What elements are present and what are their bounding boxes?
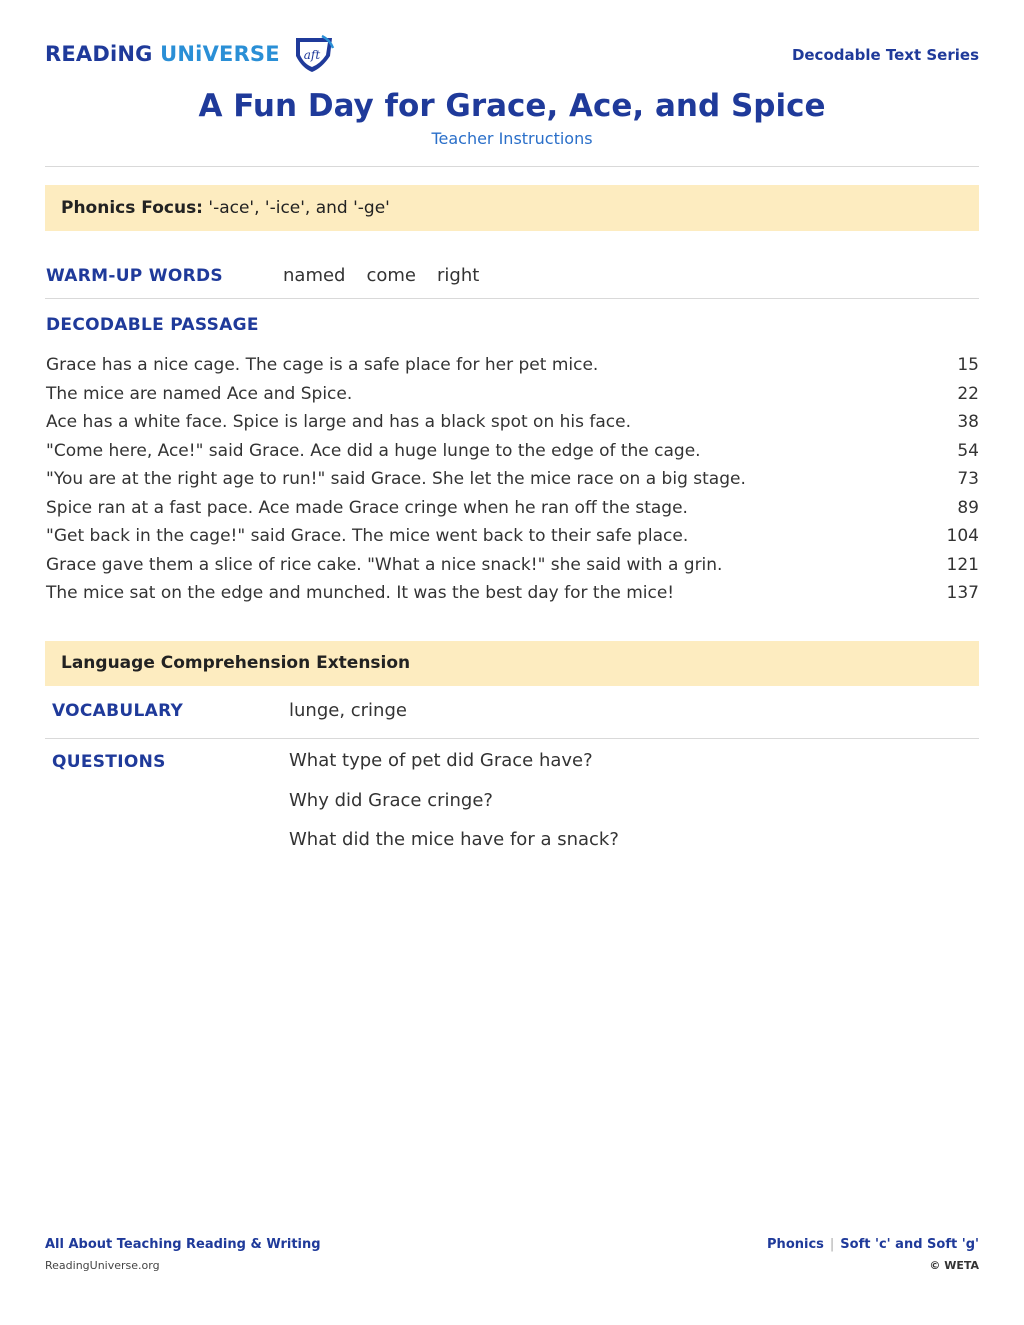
warm-up-divider — [45, 298, 979, 299]
logo-reading: READiNG — [45, 42, 153, 66]
passage-line — [46, 380, 979, 409]
word-count: 121 — [946, 554, 979, 575]
passage-line — [46, 522, 979, 551]
logo-universe: UNiVERSE — [160, 42, 280, 66]
passage-text: The mice are named Ace and Spice. — [46, 383, 353, 404]
question-item: What type of pet did Grace have? — [289, 750, 593, 771]
phonics-focus-band — [45, 185, 979, 231]
aft-shield-icon — [292, 34, 336, 74]
footer-topic: Phonics | Soft 'c' and Soft 'g' — [767, 1237, 979, 1252]
header-divider — [45, 166, 979, 167]
word-count: 38 — [957, 412, 979, 432]
passage-text: Grace gave them a slice of rice cake. "What a nice snack!" she said with a grin. — [46, 554, 723, 575]
series-label: Decodable Text Series — [791, 46, 979, 64]
footer-category: Phonics — [767, 1237, 824, 1252]
passage-line — [46, 351, 979, 380]
extension-band — [45, 641, 979, 686]
word-count: 54 — [957, 440, 979, 461]
passage-text: Spice ran at a fast pace. Ace made Grace cringe when he ran off the stage. — [46, 497, 688, 518]
decodable-passage — [46, 351, 979, 608]
extension-title: Language Comprehension Extension — [61, 653, 411, 673]
passage-text: The mice sat on the edge and munched. It was the best day for the mice! — [46, 583, 675, 603]
passage-text: "Come here, Ace!" said Grace. Ace did a huge lunge to the edge of the cage. — [46, 440, 701, 461]
passage-text: Ace has a white face. Spice is large and has a black spot on his face. — [46, 412, 631, 432]
warm-up-label: WARM-UP WORDS — [46, 266, 223, 286]
question-item: What did the mice have for a snack? — [289, 829, 619, 850]
page-title: A Fun Day for Grace, Ace, and Spice — [198, 88, 826, 124]
word-count: 137 — [946, 583, 979, 603]
word-count: 22 — [957, 383, 979, 404]
phonics-focus-value: '-ace', '-ice', and '-ge' — [208, 198, 390, 218]
warm-up-word: right — [437, 265, 480, 286]
passage-line — [46, 579, 979, 608]
passage-text: "You are at the right age to run!" said Grace. She let the mice race on a big stage. — [46, 469, 746, 489]
passage-line — [46, 408, 979, 437]
word-count: 104 — [946, 526, 979, 546]
warm-up-word: come — [366, 265, 417, 286]
passage-line — [46, 437, 979, 466]
logo-wordmark — [45, 42, 280, 66]
extension-divider — [45, 738, 979, 739]
passage-line — [46, 465, 979, 494]
page-subtitle: Teacher Instructions — [431, 129, 593, 148]
warm-up-word: named — [283, 265, 346, 286]
passage-line — [46, 551, 979, 580]
passage-label: DECODABLE PASSAGE — [46, 315, 259, 335]
questions-label: QUESTIONS — [52, 752, 166, 772]
passage-line — [46, 494, 979, 523]
footer-tagline: All About Teaching Reading & Writing — [45, 1237, 321, 1252]
passage-text: "Get back in the cage!" said Grace. The mice went back to their safe place. — [46, 526, 689, 546]
word-count: 15 — [957, 355, 979, 375]
word-count: 89 — [957, 497, 979, 518]
vocabulary-value: lunge, cringe — [289, 700, 407, 721]
word-count: 73 — [957, 469, 979, 489]
footer-copyright: © WETA — [929, 1259, 979, 1272]
reading-universe-logo — [45, 34, 336, 74]
warm-up-words — [283, 265, 479, 286]
passage-text: Grace has a nice cage. The cage is a safe place for her pet mice. — [46, 355, 599, 375]
phonics-focus-label: Phonics Focus: — [61, 198, 203, 218]
footer-url: ReadingUniverse.org — [45, 1259, 160, 1272]
vocabulary-label: VOCABULARY — [52, 701, 184, 721]
question-item: Why did Grace cringe? — [289, 790, 493, 811]
footer-subtopic: Soft 'c' and Soft 'g' — [840, 1237, 979, 1252]
aft-badge-text: aft — [303, 48, 321, 62]
